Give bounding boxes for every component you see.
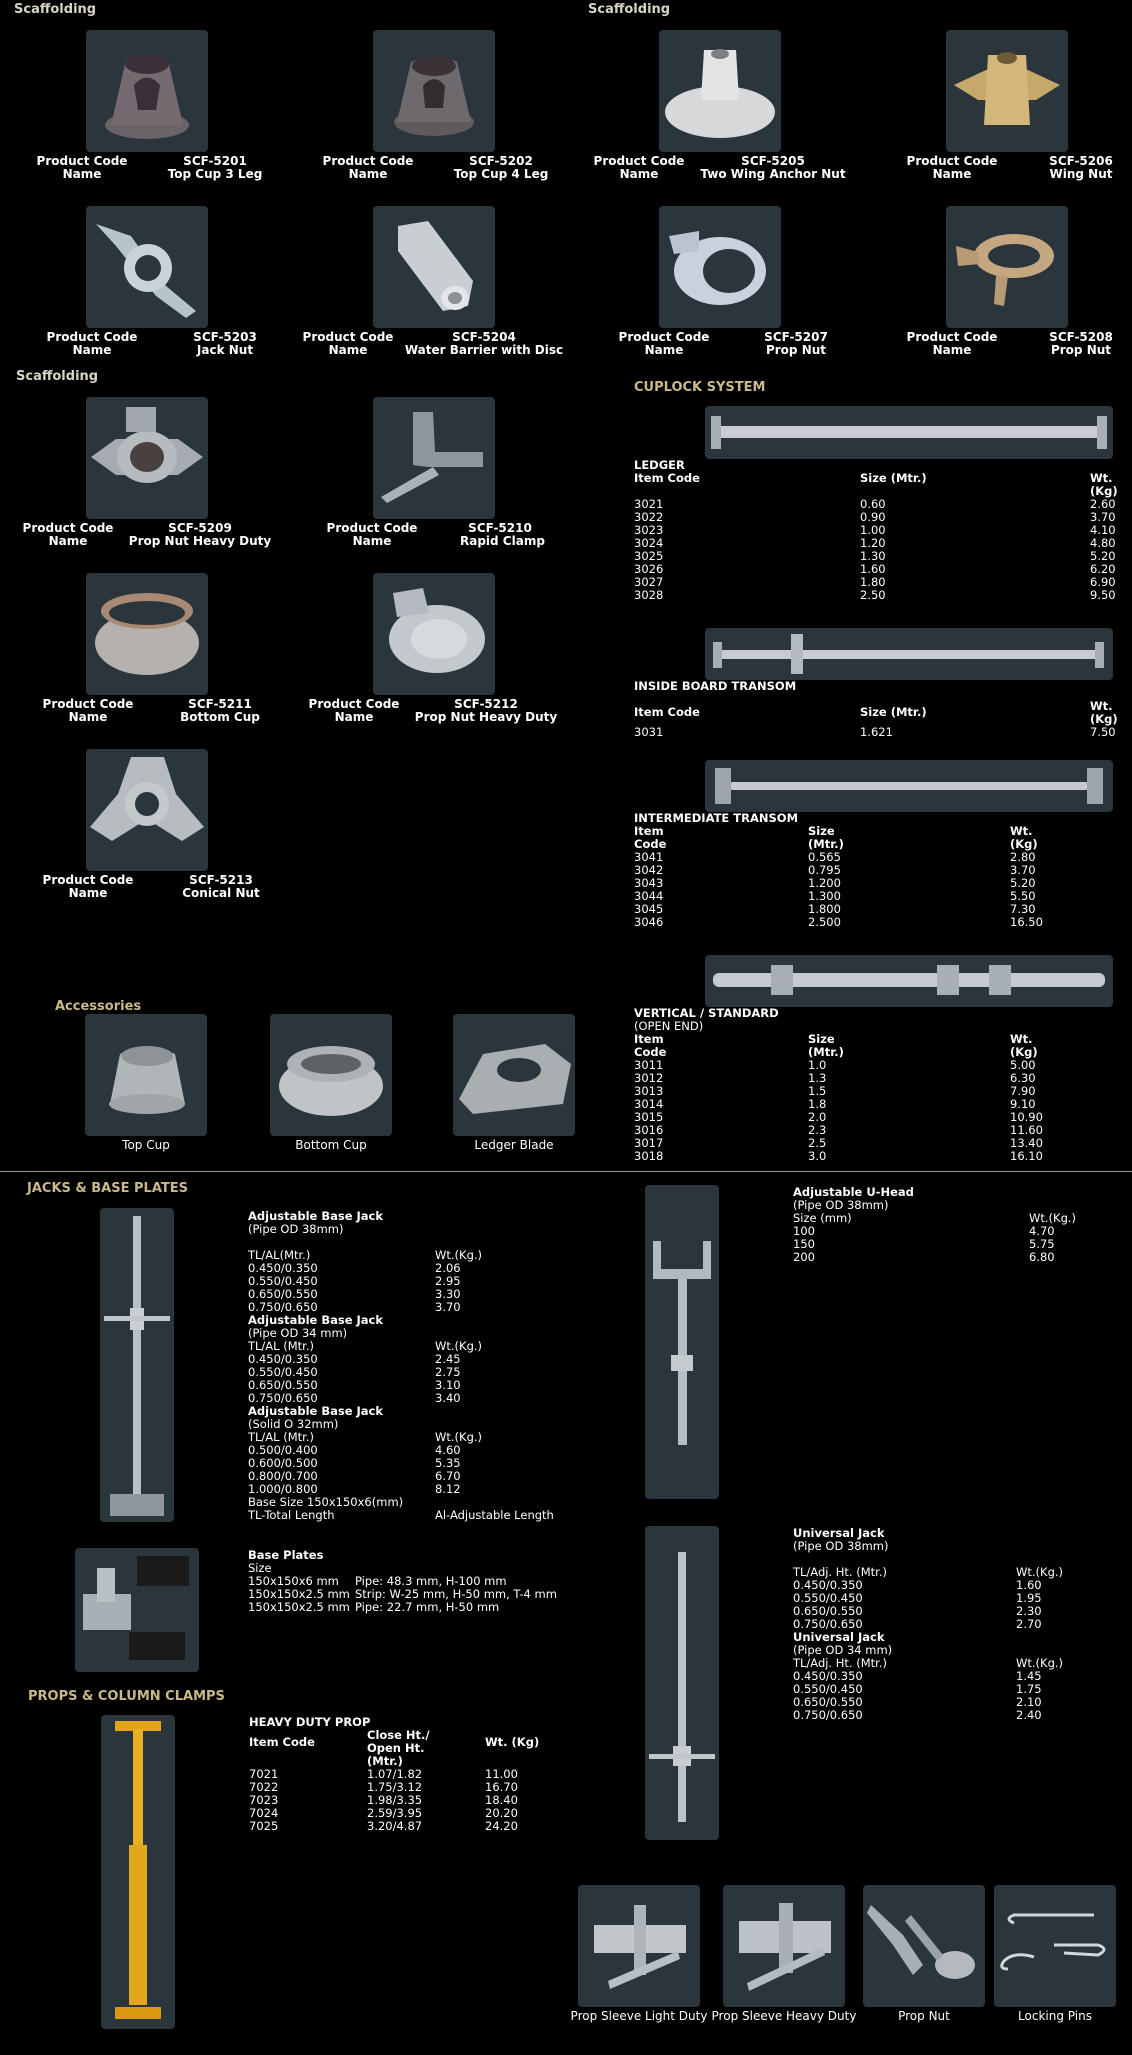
bottom-cup-image[interactable] — [270, 1014, 392, 1136]
table-cell: 2.50 — [860, 588, 886, 602]
table-cell: 3026 — [634, 562, 664, 576]
table-cell: 3013 — [634, 1084, 664, 1098]
table-cell: 6.90 — [1090, 575, 1116, 589]
inside-header: Item Code Size (Mtr.) Wt. (Kg) — [634, 699, 1118, 726]
table-cell: 0.450/0.350 — [248, 1261, 318, 1275]
table-cell: 0.800/0.700 — [248, 1469, 318, 1483]
table-cell: 11.60 — [1010, 1123, 1043, 1137]
locking-pins-image[interactable] — [994, 1885, 1116, 2007]
table-cell: 24.20 — [485, 1819, 518, 1833]
section-divider — [0, 1171, 1132, 1172]
conical-nut-image[interactable] — [86, 749, 208, 871]
table-cell: 16.70 — [485, 1780, 518, 1794]
table-cell: 6.30 — [1010, 1071, 1036, 1085]
table-cell: 0.750/0.650 — [793, 1708, 863, 1722]
table-cell: 11.00 — [485, 1767, 518, 1781]
table-cell: 16.10 — [1010, 1149, 1043, 1163]
table-cell: TL-Total Length — [248, 1508, 335, 1522]
table-cell: 1.800 — [808, 902, 841, 916]
product-code-label: Product Code Name — [618, 330, 710, 357]
table-cell: 1.5 — [808, 1084, 827, 1098]
table-cell: 0.750/0.650 — [248, 1300, 318, 1314]
ledger-blade-image[interactable] — [453, 1014, 575, 1136]
table-cell: 18.40 — [485, 1793, 518, 1807]
product-code-value: SCF-5206 Wing Nut — [1049, 154, 1113, 181]
section-title-props: PROPS & COLUMN CLAMPS — [28, 1689, 225, 1704]
table-cell: 1.98/3.35 — [367, 1793, 423, 1807]
ledger-header: Item Code Size (Mtr.) Wt. — [634, 471, 1113, 485]
adjustable-base-jack-table — [248, 1210, 578, 1522]
spec-line — [793, 1540, 1113, 1553]
spec-line — [793, 1709, 1113, 1722]
table-cell: Wt.(Kg.) — [1029, 1211, 1077, 1225]
table-cell: Size — [248, 1561, 272, 1575]
spec-line — [793, 1225, 1113, 1238]
table-cell: 4.60 — [435, 1443, 461, 1457]
heavy-duty-prop-image[interactable] — [101, 1715, 175, 2029]
prop-header-2: Item Code Open Ht. Wt. (Kg) — [249, 1735, 540, 1755]
table-cell: 2.5 — [808, 1136, 827, 1150]
table-cell: 3023 — [634, 523, 664, 537]
prop-nut-image[interactable] — [659, 206, 781, 328]
product-code-value: SCF-5202 Top Cup 4 Leg — [453, 154, 549, 181]
product-code-value: SCF-5207 Prop Nut — [764, 330, 828, 357]
table-cell: Wt.(Kg.) — [435, 1248, 483, 1262]
spec-line — [793, 1212, 1113, 1225]
table-cell: 100 — [793, 1224, 815, 1238]
table-cell: 5.75 — [1029, 1237, 1055, 1251]
table-row — [634, 851, 1118, 864]
two-wing-anchor-nut-image[interactable] — [659, 30, 781, 152]
table-cell: Strip: W-25 mm, H-50 mm, T-4 mm — [355, 1587, 557, 1601]
product-code-label: Product Code Name — [326, 521, 418, 548]
table-cell: 0.650/0.550 — [793, 1695, 863, 1709]
table-cell: 3041 — [634, 850, 664, 864]
table-cell: 200 — [793, 1250, 815, 1264]
universal-jack-image[interactable] — [645, 1526, 719, 1840]
table-row — [634, 1124, 1118, 1137]
table-cell: 3045 — [634, 902, 664, 916]
table-cell: TL/Adj. Ht. (Mtr.) — [793, 1565, 887, 1579]
table-cell: 150 — [793, 1237, 815, 1251]
table-cell: 0.450/0.350 — [793, 1578, 863, 1592]
prop-nut-heavy-duty-image[interactable] — [373, 573, 495, 695]
table-cell: 4.80 — [1090, 536, 1116, 550]
section-title-accessories: Accessories — [55, 999, 142, 1014]
product-code-label: Product Code Name — [593, 154, 685, 181]
universal-jack-table — [793, 1527, 1113, 1722]
table-cell: 2.30 — [1016, 1604, 1042, 1618]
table-cell: 3.70 — [1010, 863, 1036, 877]
table-cell: 6.20 — [1090, 562, 1116, 576]
prop-part-caption: Prop Sleeve Light Duty — [570, 2009, 708, 2023]
table-cell: 3025 — [634, 549, 664, 563]
product-code-label: Product Code Name — [308, 697, 400, 724]
table-cell: 3.70 — [435, 1300, 461, 1314]
table-cell: 0.500/0.400 — [248, 1443, 318, 1457]
table-cell: 150x150x2.5 mm — [248, 1600, 350, 1614]
table-row — [634, 1111, 1118, 1124]
base-plates-title: Base Plates — [248, 1548, 324, 1562]
spec-line — [248, 1509, 578, 1522]
prop-nut-image[interactable] — [946, 206, 1068, 328]
table-cell: Wt.(Kg.) — [435, 1339, 483, 1353]
intermediate-transom-table — [634, 812, 1118, 929]
table-cell: 3021 — [634, 497, 664, 511]
ledger-title: LEDGER — [634, 458, 685, 472]
table-cell: 1.00 — [860, 523, 886, 537]
table-cell: Universal Jack — [793, 1526, 885, 1540]
prop-nut-image[interactable] — [863, 1885, 985, 2007]
table-cell: 2.40 — [1016, 1708, 1042, 1722]
table-cell: (Pipe OD 34 mm) — [248, 1326, 348, 1340]
table-cell: 150x150x6 mm — [248, 1574, 339, 1588]
table-cell: 3018 — [634, 1149, 664, 1163]
table-cell: Pipe: 22.7 mm, H-50 mm — [355, 1600, 500, 1614]
vertical-standard-image[interactable] — [705, 955, 1113, 1007]
top-cup-3-leg-image[interactable] — [86, 30, 208, 152]
table-cell: 2.0 — [808, 1110, 827, 1124]
table-cell: 5.20 — [1010, 876, 1036, 890]
table-cell: (Pipe OD 38mm) — [248, 1222, 344, 1236]
table-cell: TL/AL (Mtr.) — [248, 1430, 314, 1444]
table-cell: Al-Adjustable Length — [435, 1508, 554, 1522]
adjustable-u-head-image[interactable] — [645, 1185, 719, 1499]
table-cell: TL/AL (Mtr.) — [248, 1339, 314, 1353]
adjustable-u-head-table — [793, 1186, 1113, 1264]
table-cell: 9.50 — [1090, 588, 1116, 602]
table-cell: 7025 — [249, 1819, 279, 1833]
top-cup-4-leg-image[interactable] — [373, 30, 495, 152]
table-cell: 3017 — [634, 1136, 664, 1150]
table-cell: 3014 — [634, 1097, 664, 1111]
table-cell: 7023 — [249, 1793, 279, 1807]
top-cup-image[interactable] — [85, 1014, 207, 1136]
table-cell: 7022 — [249, 1780, 279, 1794]
table-cell: 0.750/0.650 — [248, 1391, 318, 1405]
vertical-standard-table — [634, 1007, 1118, 1163]
table-cell: 0.550/0.450 — [793, 1591, 863, 1605]
table-row — [634, 589, 1118, 602]
product-code-label: Product Code Name — [36, 154, 128, 181]
intermediate-header: Item Size Wt. — [634, 824, 1033, 838]
prop-part-caption: Locking Pins — [1018, 2009, 1092, 2023]
table-cell: 3044 — [634, 889, 664, 903]
inside-title: INSIDE BOARD TRANSOM — [634, 679, 797, 693]
table-cell: 3.70 — [1090, 510, 1116, 524]
prop-sleeve-heavy-duty-image[interactable] — [723, 1885, 845, 2007]
table-row — [634, 1150, 1118, 1163]
table-cell: 1.75/3.12 — [367, 1780, 423, 1794]
prop-nut-heavy-duty-image[interactable] — [86, 397, 208, 519]
table-cell: 1.07/1.82 — [367, 1767, 423, 1781]
product-code-value: SCF-5211 Bottom Cup — [180, 697, 260, 724]
table-cell: 3046 — [634, 915, 664, 929]
table-cell: 2.60 — [1090, 497, 1116, 511]
ledger-image[interactable] — [705, 406, 1113, 459]
table-cell: 3022 — [634, 510, 664, 524]
product-code-value: SCF-5212 Prop Nut Heavy Duty — [414, 697, 558, 724]
table-cell: (Solid O 32mm) — [248, 1417, 339, 1431]
table-cell: 7.90 — [1010, 1084, 1036, 1098]
table-cell: 7024 — [249, 1806, 279, 1820]
vertical-subtitle: (OPEN END) — [634, 1019, 704, 1033]
table-cell: 1.3 — [808, 1071, 827, 1085]
base-plates-table — [248, 1549, 588, 1614]
table-cell: 2.70 — [1016, 1617, 1042, 1631]
table-row — [634, 1085, 1118, 1098]
table-cell: 3.40 — [435, 1391, 461, 1405]
spec-line — [793, 1251, 1113, 1264]
table-cell: 3024 — [634, 536, 664, 550]
jack-nut-image[interactable] — [86, 206, 208, 328]
section-title-scaffolding: Scaffolding — [588, 2, 671, 17]
product-code-label: Product Code Name — [22, 521, 114, 548]
table-cell: 0.650/0.550 — [793, 1604, 863, 1618]
table-cell: Wt.(Kg.) — [1016, 1565, 1064, 1579]
table-cell: 1.200 — [808, 876, 841, 890]
table-cell: 5.00 — [1010, 1058, 1036, 1072]
vertical-title: VERTICAL / STANDARD — [634, 1006, 779, 1020]
table-cell: 3.0 — [808, 1149, 827, 1163]
table-cell: 13.40 — [1010, 1136, 1043, 1150]
table-cell: 3031 — [634, 725, 664, 739]
product-code-value: SCF-5209 Prop Nut Heavy Duty — [128, 521, 272, 548]
table-cell: 20.20 — [485, 1806, 518, 1820]
table-cell: 0.60 — [860, 497, 886, 511]
table-cell: 0.750/0.650 — [793, 1617, 863, 1631]
bottom-cup-image[interactable] — [86, 573, 208, 695]
table-cell: (Pipe OD 34 mm) — [793, 1643, 893, 1657]
table-cell: (Pipe OD 38mm) — [793, 1539, 889, 1553]
table-cell: 3011 — [634, 1058, 664, 1072]
table-cell: 1.20 — [860, 536, 886, 550]
table-row — [634, 877, 1118, 890]
table-cell: 2.45 — [435, 1352, 461, 1366]
table-cell: 3027 — [634, 575, 664, 589]
table-cell: 3015 — [634, 1110, 664, 1124]
prop-part-caption: Prop Nut — [898, 2009, 950, 2023]
table-cell: Size (mm) — [793, 1211, 852, 1225]
table-cell: 1.000/0.800 — [248, 1482, 318, 1496]
table-cell: 1.60 — [1016, 1578, 1042, 1592]
table-cell: 1.45 — [1016, 1669, 1042, 1683]
section-title-jacks: JACKS & BASE PLATES — [27, 1181, 188, 1196]
product-code-label: Product Code Name — [42, 873, 134, 900]
table-cell: Universal Jack — [793, 1630, 885, 1644]
table-cell: TL/Adj. Ht. (Mtr.) — [793, 1656, 887, 1670]
table-cell: 1.80 — [860, 575, 886, 589]
product-code-label: Product Code Name — [302, 330, 394, 357]
table-cell: 1.8 — [808, 1097, 827, 1111]
table-row — [634, 903, 1118, 916]
table-cell: 3042 — [634, 863, 664, 877]
table-cell: 2.80 — [1010, 850, 1036, 864]
table-cell: 6.80 — [1029, 1250, 1055, 1264]
table-row — [634, 1072, 1118, 1085]
intermediate-header-2: Code (Mtr.) (Kg) — [634, 837, 1038, 851]
accessory-caption: Ledger Blade — [474, 1138, 554, 1152]
table-cell: 4.10 — [1090, 523, 1116, 537]
product-code-label: Product Code Name — [46, 330, 138, 357]
table-cell: 1.60 — [860, 562, 886, 576]
product-code-label: Product Code Name — [906, 154, 998, 181]
section-title-scaffolding: Scaffolding — [14, 2, 97, 17]
heavy-duty-prop-title: HEAVY DUTY PROP — [249, 1715, 371, 1729]
table-cell: 8.12 — [435, 1482, 461, 1496]
rapid-clamp-image[interactable] — [373, 397, 495, 519]
table-cell: 0.450/0.350 — [793, 1669, 863, 1683]
table-cell: 1.30 — [860, 549, 886, 563]
prop-sleeve-light-duty-image[interactable] — [578, 1885, 700, 2007]
table-row — [634, 890, 1118, 903]
table-cell: 0.795 — [808, 863, 841, 877]
table-cell: 3012 — [634, 1071, 664, 1085]
table-cell: 3.10 — [435, 1378, 461, 1392]
table-cell: Adjustable Base Jack — [248, 1404, 384, 1418]
table-cell: 10.90 — [1010, 1110, 1043, 1124]
table-cell: 2.95 — [435, 1274, 461, 1288]
table-cell: 7.50 — [1090, 725, 1116, 739]
table-cell: 0.600/0.500 — [248, 1456, 318, 1470]
table-row — [634, 726, 1118, 739]
product-code-value: SCF-5213 Conical Nut — [182, 873, 260, 900]
table-cell: (Pipe OD 38mm) — [793, 1198, 889, 1212]
prop-part-caption: Prop Sleeve Heavy Duty — [711, 2009, 857, 2023]
table-cell: Pipe: 48.3 mm, H-100 mm — [355, 1574, 507, 1588]
intermediate-transom-image[interactable] — [705, 760, 1113, 812]
prop-header: Close Ht./ — [367, 1728, 430, 1742]
product-code-value: SCF-5205 Two Wing Anchor Nut — [700, 154, 846, 181]
table-cell: 0.550/0.450 — [793, 1682, 863, 1696]
table-cell: 4.70 — [1029, 1224, 1055, 1238]
ledger-table — [634, 459, 1118, 602]
table-cell: 16.50 — [1010, 915, 1043, 929]
table-cell: 150x150x2.5 mm — [248, 1587, 350, 1601]
table-row — [634, 1059, 1118, 1072]
table-cell: 6.70 — [435, 1469, 461, 1483]
product-code-label: Product Code Name — [322, 154, 414, 181]
table-cell: 0.650/0.550 — [248, 1378, 318, 1392]
product-code-value: SCF-5210 Rapid Clamp — [460, 521, 545, 548]
vertical-header-2: Code (Mtr.) (Kg) — [634, 1045, 1038, 1059]
table-cell: 0.550/0.450 — [248, 1365, 318, 1379]
accessory-caption: Bottom Cup — [295, 1138, 367, 1152]
ledger-header-unit: (Kg) — [1090, 484, 1118, 498]
table-cell: 5.35 — [435, 1456, 461, 1470]
prop-header-3: (Mtr.) — [367, 1754, 403, 1768]
wing-nut-image[interactable] — [946, 30, 1068, 152]
table-cell: 1.75 — [1016, 1682, 1042, 1696]
product-code-value: SCF-5208 Prop Nut — [1049, 330, 1113, 357]
table-cell: 3.20/4.87 — [367, 1819, 423, 1833]
intermediate-title: INTERMEDIATE TRANSOM — [634, 811, 799, 825]
vertical-header: Item Size Wt. — [634, 1032, 1033, 1046]
table-cell: 2.3 — [808, 1123, 827, 1137]
product-code-label: Product Code Name — [42, 697, 134, 724]
spec-line — [793, 1238, 1113, 1251]
table-cell: 7.30 — [1010, 902, 1036, 916]
table-cell: 1.95 — [1016, 1591, 1042, 1605]
table-cell: 2.59/3.95 — [367, 1806, 423, 1820]
heavy-duty-prop-table — [249, 1716, 579, 1833]
inside-board-transom-image[interactable] — [705, 628, 1113, 680]
table-cell: 2.06 — [435, 1261, 461, 1275]
product-code-value: SCF-5201 Top Cup 3 Leg — [167, 154, 263, 181]
water-barrier-image[interactable] — [373, 206, 495, 328]
table-row — [634, 864, 1118, 877]
table-cell: Base Size 150x150x6(mm) — [248, 1495, 404, 1509]
table-cell: 2.10 — [1016, 1695, 1042, 1709]
section-title-cuplock: CUPLOCK SYSTEM — [634, 380, 766, 395]
table-row — [634, 1137, 1118, 1150]
table-cell: 0.650/0.550 — [248, 1287, 318, 1301]
product-code-value: SCF-5204 Water Barrier with Disc — [404, 330, 564, 357]
table-cell: 0.550/0.450 — [248, 1274, 318, 1288]
table-cell: 2.75 — [435, 1365, 461, 1379]
spec-line — [248, 1223, 578, 1236]
product-code-label: Product Code Name — [906, 330, 998, 357]
table-cell: 0.450/0.350 — [248, 1352, 318, 1366]
table-cell: Adjustable Base Jack — [248, 1209, 384, 1223]
table-cell: 1.621 — [860, 725, 893, 739]
table-cell: 9.10 — [1010, 1097, 1036, 1111]
product-code-value: SCF-5203 Jack Nut — [193, 330, 257, 357]
table-cell: 2.500 — [808, 915, 841, 929]
table-cell: Adjustable U-Head — [793, 1185, 914, 1199]
table-row — [634, 916, 1118, 929]
table-cell: Wt.(Kg.) — [435, 1430, 483, 1444]
section-title-scaffolding: Scaffolding — [16, 369, 99, 384]
base-plate-row — [248, 1601, 588, 1614]
table-cell: 0.565 — [808, 850, 841, 864]
accessory-caption: Top Cup — [122, 1138, 170, 1152]
table-cell: 1.0 — [808, 1058, 827, 1072]
table-cell: 3028 — [634, 588, 664, 602]
table-cell: 5.50 — [1010, 889, 1036, 903]
table-cell: 3016 — [634, 1123, 664, 1137]
table-cell: 0.90 — [860, 510, 886, 524]
table-cell: 1.300 — [808, 889, 841, 903]
table-cell: TL/AL(Mtr.) — [248, 1248, 311, 1262]
adjustable-base-jack-image[interactable] — [100, 1208, 174, 1522]
base-plates-image[interactable] — [75, 1548, 199, 1672]
table-cell: 7021 — [249, 1767, 279, 1781]
table-cell: Adjustable Base Jack — [248, 1313, 384, 1327]
table-cell: 3.30 — [435, 1287, 461, 1301]
table-cell: Wt.(Kg.) — [1016, 1656, 1064, 1670]
table-cell: 5.20 — [1090, 549, 1116, 563]
table-row — [249, 1820, 579, 1833]
inside-board-transom-table — [634, 680, 1118, 739]
table-cell: 3043 — [634, 876, 664, 890]
table-row — [634, 1098, 1118, 1111]
